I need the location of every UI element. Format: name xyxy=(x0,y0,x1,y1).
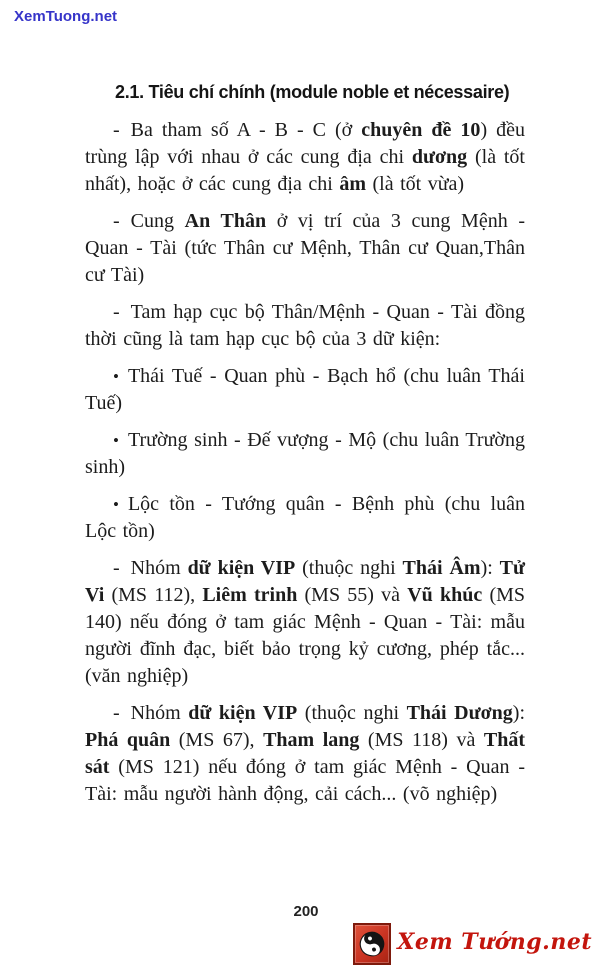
bullet-marker: • xyxy=(113,495,119,514)
section-title: 2.1. Tiêu chí chính (module noble et nécessaire) xyxy=(115,82,510,102)
text-run: (MS 118) và xyxy=(359,729,484,751)
text-run: Phá quân xyxy=(85,729,171,751)
dash-marker: - xyxy=(113,301,120,323)
text-run: ) đều trùng lập với nhau ở các cung địa chi xyxy=(85,119,525,168)
bullet-marker: • xyxy=(113,431,119,450)
paragraph xyxy=(85,555,525,690)
text-run: Cung xyxy=(130,210,185,232)
text-run: ): xyxy=(480,557,500,579)
bullet-item xyxy=(85,363,525,417)
text-run: Tử Vi xyxy=(85,557,526,606)
text-run: Thái Âm xyxy=(402,557,481,579)
text-run: (MS 55) và xyxy=(297,584,408,606)
text-run: Trường sinh - Đế vượng - Mộ (chu luân Trường sinh) xyxy=(85,429,525,478)
paragraph xyxy=(85,208,525,289)
text-run: dương xyxy=(411,146,468,168)
text-run: chuyên đề 10 xyxy=(361,119,481,141)
page-number: 200 xyxy=(293,903,319,920)
dash-marker: - xyxy=(113,210,120,232)
text-run: Lộc tồn - Tướng quân - Bệnh phù (chu luân Lộc tồn) xyxy=(85,493,525,542)
page-content xyxy=(85,82,525,818)
paragraph xyxy=(85,117,525,198)
text-run: (là tốt nhất), hoặc ở các cung địa chi xyxy=(85,146,525,195)
text-run: Liêm trinh xyxy=(202,584,298,606)
text-run: (thuộc nghi xyxy=(295,557,403,579)
text-run: ở vị trí của 3 cung Mệnh - Quan - Tài (tức Thân cư Mệnh, Thân cư Quan,Thân cư Tài) xyxy=(85,210,526,286)
text-run: (MS 140) nếu đóng ở tam giác Mệnh - Quan - Tài: mẫu người đĩnh đạc, biết bảo trọng kỷ cương, phép tắc... (văn nghiệp) xyxy=(85,584,526,687)
text-run: dữ kiện VIP xyxy=(188,702,298,724)
paragraph-list xyxy=(85,117,525,808)
site-link[interactable]: XemTuong.net xyxy=(14,8,118,25)
text-run: (MS 67), xyxy=(170,729,264,751)
text-run: An Thân xyxy=(184,210,267,232)
paragraph xyxy=(85,299,525,353)
text-run: (thuộc nghi xyxy=(297,702,407,724)
text-run: dữ kiện VIP xyxy=(187,557,296,579)
text-run: ): xyxy=(512,702,525,724)
text-run: Tham lang xyxy=(263,729,360,751)
text-run: Thất sát xyxy=(85,729,525,778)
yin-yang-icon xyxy=(353,923,391,965)
bullet-marker: • xyxy=(113,367,119,386)
text-run: Nhóm xyxy=(130,702,189,724)
text-run: Vũ khúc xyxy=(407,584,483,606)
dash-marker: - xyxy=(113,557,120,579)
dash-marker: - xyxy=(113,119,120,141)
site-logo[interactable] xyxy=(353,923,592,965)
text-run: (là tốt vừa) xyxy=(365,173,465,195)
dash-marker: - xyxy=(113,702,120,724)
bullet-item xyxy=(85,491,525,545)
text-run: Thái Dương xyxy=(406,702,513,724)
text-run: Ba tham số A - B - C (ở xyxy=(130,119,362,141)
text-run: Tam hạp cục bộ Thân/Mệnh - Quan - Tài đồng thời cũng là tam hạp cục bộ của 3 dữ kiện: xyxy=(85,301,525,350)
logo-text: Xem Tướng.net xyxy=(397,929,592,955)
text-run: Thái Tuế - Quan phù - Bạch hổ (chu luân Thái Tuế) xyxy=(85,365,525,414)
text-run: Nhóm xyxy=(130,557,188,579)
text-run: (MS 112), xyxy=(104,584,203,606)
text-run: (MS 121) nếu đóng ở tam giác Mệnh - Quan - Tài: mẫu người hành động, cải cách... (võ nghiệp) xyxy=(85,756,525,805)
text-run: âm xyxy=(339,173,366,195)
paragraph xyxy=(85,700,525,808)
bullet-item xyxy=(85,427,525,481)
